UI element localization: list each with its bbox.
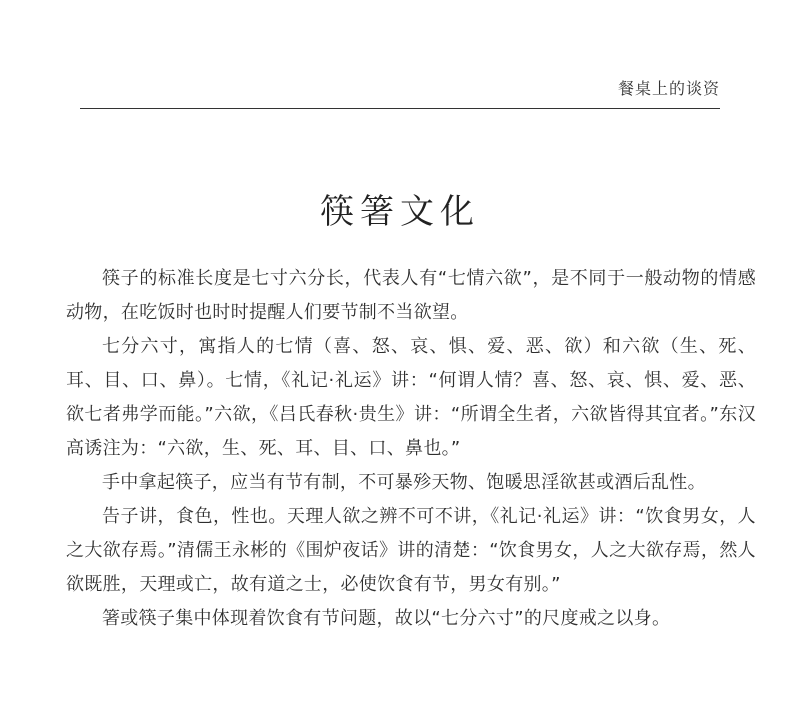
article-title: 筷箸文化 (320, 192, 480, 232)
article-body (66, 262, 756, 636)
paragraph: 七分六寸，寓指人的七情（喜、怒、哀、惧、爱、恶、欲）和六欲（生、死、耳、目、口、鼻）。七情，《礼记·礼运》讲：“何谓人情？喜、怒、哀、惧、爱、恶、欲七者弗学而能。”六欲，《吕氏春秋·贵生》讲：“所谓全生者，六欲皆得其宜者。”东汉高诱注为：“六欲，生、死、耳、目、口、鼻也。” (66, 336, 756, 459)
paragraph: 筷子的标准长度是七寸六分长，代表人有“七情六欲”，是不同于一般动物的情感动物，在吃饭时也时时提醒人们要节制不当欲望。 (66, 268, 756, 323)
paragraph: 箸或筷子集中体现着饮食有节问题，故以“七分六寸”的尺度戒之以身。 (102, 608, 671, 629)
paragraph: 告子讲，食色，性也。天理人欲之辨不可不讲，《礼记·礼运》讲：“饮食男女，人之大欲存焉。”清儒王永彬的《围炉夜话》讲的清楚：“饮食男女，人之大欲存焉，然人欲既胜，天理或亡，故有道之士，必使饮食有节，男女有别。” (66, 506, 756, 595)
page-header (80, 70, 720, 109)
paragraph: 手中拿起筷子，应当有节有制，不可暴殄天物、饱暖思淫欲甚或酒后乱性。 (102, 472, 706, 493)
section-label: 餐桌上的谈资 (617, 79, 720, 98)
